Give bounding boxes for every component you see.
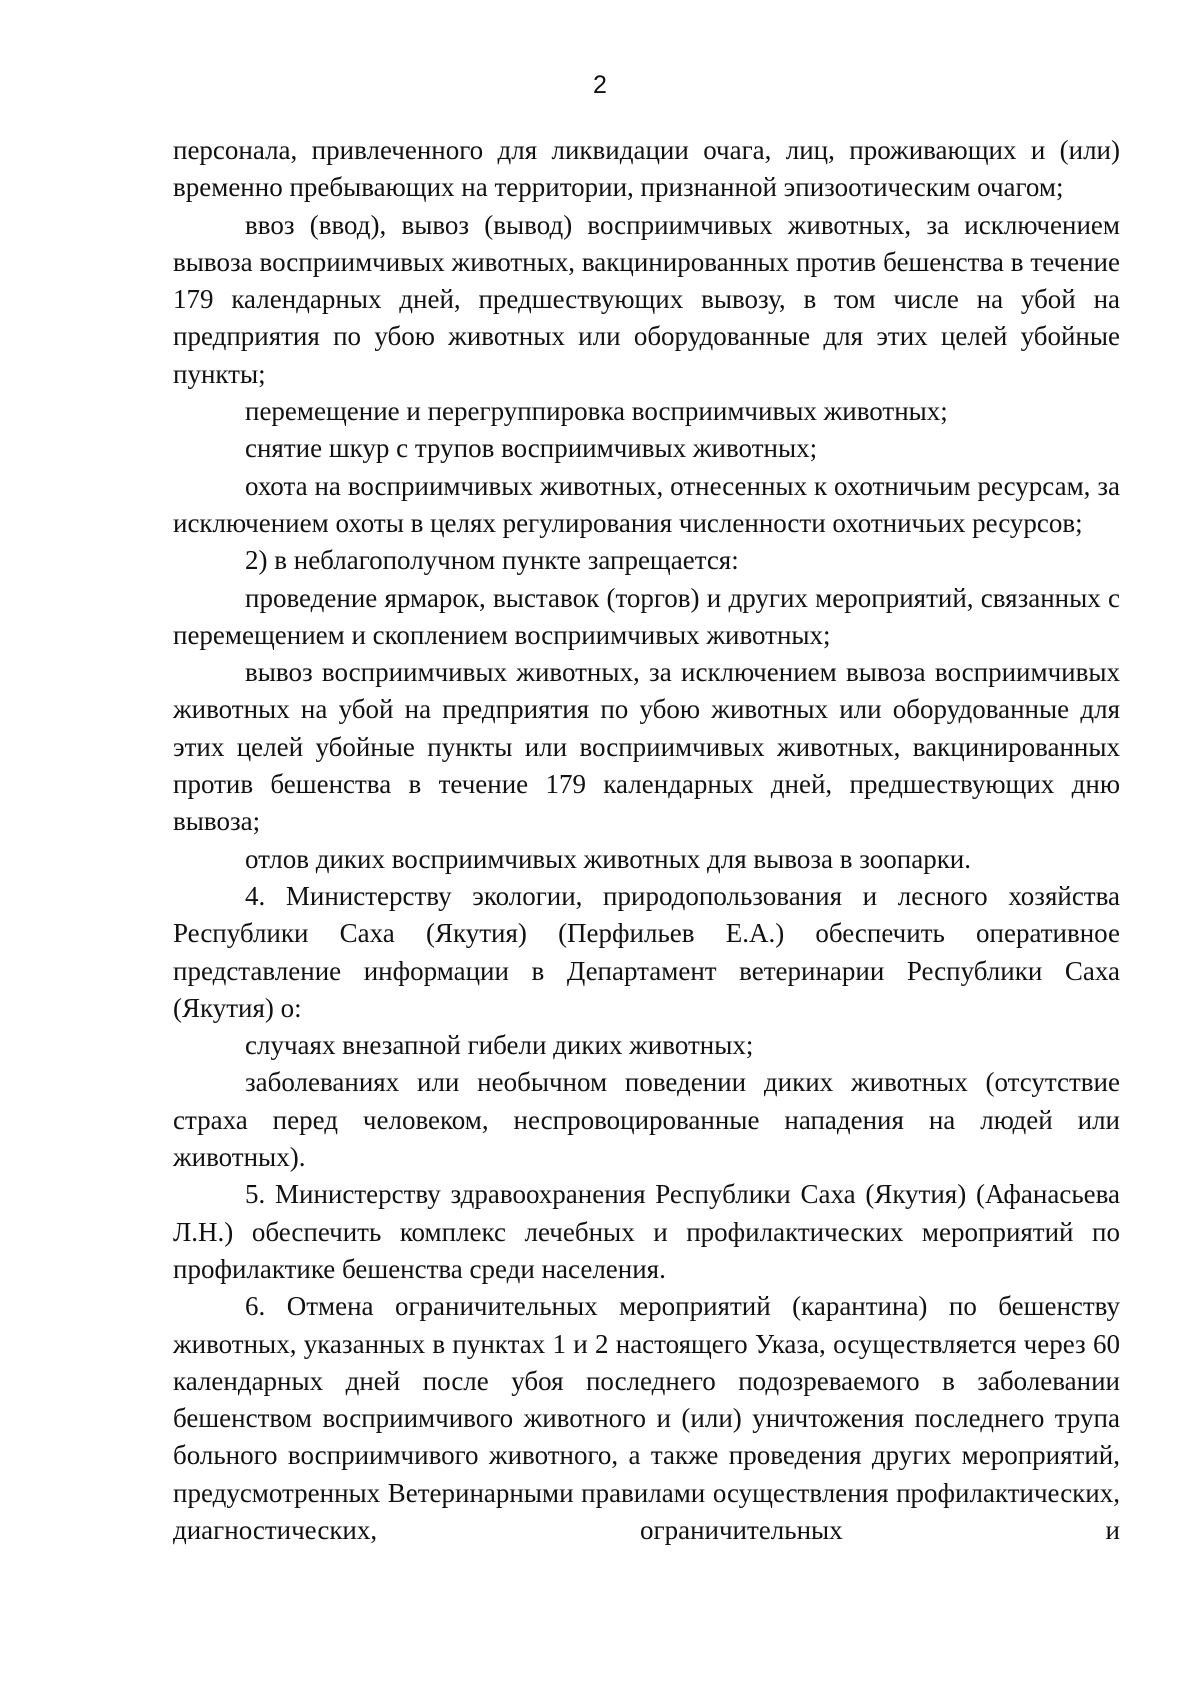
- page-number: 2: [593, 71, 607, 99]
- paragraph-fairs-ban: проведение ярмарок, выставок (торгов) и других мероприятий, связанных с перемещением и скоплением восприимчивых животных;: [173, 582, 1120, 650]
- document-body: [173, 132, 1120, 1549]
- paragraph-sudden-death: случаях внезапной гибели диких животных;: [245, 1030, 754, 1061]
- paragraph-unusual-behavior: заболеваниях или необычном поведении диких животных (отсутствие страха перед человеком, неспровоцированные нападения на людей или животных).: [173, 1067, 1120, 1173]
- paragraph-skinning-ban: снятие шкур с трупов восприимчивых животных;: [245, 433, 818, 464]
- paragraph-item-6-quarantine-cancellation: 6. Отмена ограничительных мероприятий (карантина) по бешенству животных, указанных в пунктах 1 и 2 настоящего Указа, осуществляется через 60 календарных дней после убоя последнего подозреваемого в заболевании бешенством восприимчивого животного и (или) уничтожения последнего трупа больного восприимчивого животного, а также проведения других мероприятий, предусмотренных Ветеринарными правилами осуществления профилактических, диагностических, ограничительных и: [173, 1291, 1120, 1545]
- paragraph-capture-ban: отлов диких восприимчивых животных для вывоза в зоопарки.: [245, 843, 972, 874]
- paragraph-continuation: персонала, привлеченного для ликвидации очага, лиц, проживающих и (или) временно пребывающих на территории, признанной эпизоотическим очагом;: [173, 135, 1120, 203]
- paragraph-point-2-heading: 2) в неблагополучном пункте запрещается:: [245, 545, 739, 576]
- paragraph-hunting-ban: охота на восприимчивых животных, отнесенных к охотничьим ресурсам, за исключением охоты в целях регулирования численности охотничьих ресурсов;: [173, 470, 1120, 538]
- paragraph-movement-ban: перемещение и перегруппировка восприимчивых животных;: [245, 396, 948, 427]
- paragraph-item-5-ministry-health: 5. Министерству здравоохранения Республики Саха (Якутия) (Афанасьева Л.Н.) обеспечить комплекс лечебных и профилактических мероприятий по профилактике бешенства среди населения.: [173, 1179, 1120, 1284]
- paragraph-export-ban: вывоз восприимчивых животных, за исключением вывоза восприимчивых животных на убой на предприятия по убою животных или оборудованные для этих целей убойные пункты или восприимчивых животных, вакцинированных против бешенства в течение 179 календарных дней, предшествующих дню вывоза;: [173, 657, 1120, 837]
- paragraph-item-4-ministry-ecology: 4. Министерству экологии, природопользования и лесного хозяйства Республики Саха (Якутия) (Перфильев Е.А.) обеспечить оперативное представление информации в Департамент ветеринарии Республики Саха (Якутия) о:: [173, 880, 1120, 1023]
- paragraph-import-export-ban: ввоз (ввод), вывоз (вывод) восприимчивых животных, за исключением вывоза восприимчивых животных, вакцинированных против бешенства в течение 179 календарных дней, предшествующих вывозу, в том числе на убой на предприятия по убою животных или оборудованные для этих целей убойные пункты;: [173, 209, 1120, 389]
